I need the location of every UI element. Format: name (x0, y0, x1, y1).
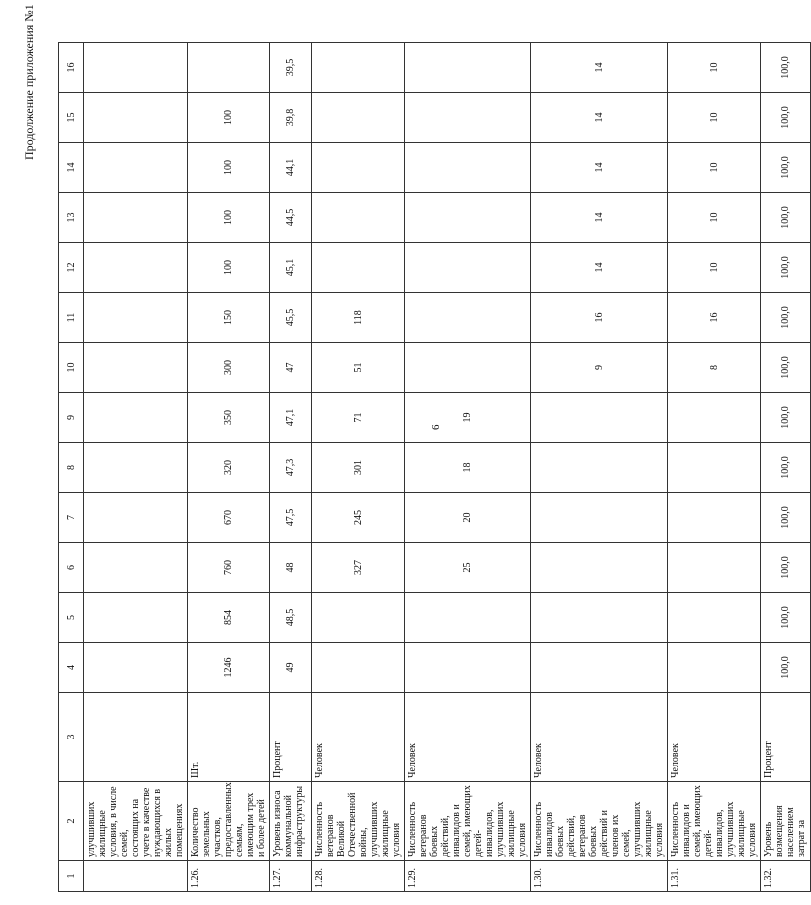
header-cell: 4 (59, 643, 84, 693)
value-cell: 100 (188, 193, 270, 243)
value-cell: 100,0 (761, 293, 811, 343)
indicators-table (58, 42, 811, 892)
value-cell (405, 93, 531, 143)
value-cell: 18 (405, 443, 531, 493)
value-cell (84, 243, 188, 293)
unit: Шт. (188, 693, 270, 782)
row-number: 1.31. (668, 861, 761, 892)
header-cell: 15 (59, 93, 84, 143)
value-cell: 350 (188, 393, 270, 443)
value-cell (312, 193, 405, 243)
value-cell (84, 643, 188, 693)
value-cell (312, 43, 405, 93)
value-cell (405, 343, 531, 393)
header-cell: 3 (59, 693, 84, 782)
unit: Человек (531, 693, 668, 782)
value-cell: 10 (668, 243, 761, 293)
value-cell (668, 643, 761, 693)
value-cell: 44,1 (270, 143, 312, 193)
value-cell (531, 593, 668, 643)
header-cell: 11 (59, 293, 84, 343)
value-cell (188, 43, 270, 93)
table-row (84, 43, 188, 892)
value-cell: 10 (668, 193, 761, 243)
page-number: 6 (430, 424, 442, 430)
value-cell (668, 493, 761, 543)
value-cell: 301 (312, 443, 405, 493)
appendix-label: Продолжение приложения №1 (22, 4, 36, 160)
table-row (405, 43, 531, 892)
value-cell (668, 543, 761, 593)
value-cell (405, 243, 531, 293)
value-cell: 44,5 (270, 193, 312, 243)
table-row (270, 43, 312, 892)
value-cell: 10 (668, 43, 761, 93)
value-cell: 854 (188, 593, 270, 643)
value-cell: 245 (312, 493, 405, 543)
value-cell: 14 (531, 193, 668, 243)
unit (84, 693, 188, 782)
value-cell (84, 343, 188, 393)
row-number: 1.32. (761, 861, 811, 892)
value-cell (84, 493, 188, 543)
value-cell: 45,5 (270, 293, 312, 343)
table-row (531, 43, 668, 892)
value-cell (531, 543, 668, 593)
header-cell: 6 (59, 543, 84, 593)
table-row (668, 43, 761, 892)
value-cell (531, 493, 668, 543)
value-cell (84, 443, 188, 493)
value-cell: 48,5 (270, 593, 312, 643)
header-cell: 14 (59, 143, 84, 193)
header-row (59, 43, 84, 892)
header-cell: 10 (59, 343, 84, 393)
value-cell: 100,0 (761, 443, 811, 493)
header-cell: 16 (59, 43, 84, 93)
unit: Человек (405, 693, 531, 782)
value-cell: 16 (668, 293, 761, 343)
value-cell: 100,0 (761, 493, 811, 543)
value-cell (531, 393, 668, 443)
table-row (761, 43, 811, 892)
value-cell: 47,3 (270, 443, 312, 493)
value-cell: 100,0 (761, 193, 811, 243)
header-cell: 7 (59, 493, 84, 543)
value-cell (405, 43, 531, 93)
value-cell: 39,8 (270, 93, 312, 143)
header-cell: 5 (59, 593, 84, 643)
value-cell: 100,0 (761, 543, 811, 593)
row-number: 1.28. (312, 861, 405, 892)
value-cell: 71 (312, 393, 405, 443)
value-cell (84, 93, 188, 143)
value-cell: 48 (270, 543, 312, 593)
header-cell: 13 (59, 193, 84, 243)
indicator-name: Уровень возмещения населением затрат за (761, 782, 811, 861)
value-cell (668, 393, 761, 443)
table-row (312, 43, 405, 892)
header-cell: 1 (59, 861, 84, 892)
value-cell: 14 (531, 43, 668, 93)
value-cell: 100,0 (761, 143, 811, 193)
value-cell: 47 (270, 343, 312, 393)
row-number: 1.30. (531, 861, 668, 892)
value-cell (84, 293, 188, 343)
value-cell: 100,0 (761, 43, 811, 93)
value-cell (668, 443, 761, 493)
value-cell (84, 143, 188, 193)
value-cell (405, 643, 531, 693)
value-cell (312, 93, 405, 143)
indicator-name: Уровень износа коммунальной инфраструктуры (270, 782, 312, 861)
unit: Человек (668, 693, 761, 782)
header-cell: 8 (59, 443, 84, 493)
value-cell (312, 243, 405, 293)
indicator-name: Численность инвалидов и семей, имеющих детей-инвалидов, улучшивших жилищные условия (668, 782, 761, 861)
unit: Процент (270, 693, 312, 782)
value-cell (84, 543, 188, 593)
value-cell: 16 (531, 293, 668, 343)
unit: Процент (761, 693, 811, 782)
value-cell: 45,1 (270, 243, 312, 293)
value-cell: 100,0 (761, 93, 811, 143)
header-cell: 2 (59, 782, 84, 861)
table-row (188, 43, 270, 892)
value-cell: 100 (188, 243, 270, 293)
value-cell: 300 (188, 343, 270, 393)
value-cell: 14 (531, 93, 668, 143)
value-cell: 10 (668, 93, 761, 143)
value-cell: 100,0 (761, 243, 811, 293)
value-cell: 9 (531, 343, 668, 393)
header-cell: 12 (59, 243, 84, 293)
row-number: 1.29. (405, 861, 531, 892)
value-cell: 47,5 (270, 493, 312, 543)
value-cell: 8 (668, 343, 761, 393)
table-wrap (58, 42, 807, 892)
value-cell: 14 (531, 243, 668, 293)
value-cell: 760 (188, 543, 270, 593)
value-cell (668, 593, 761, 643)
value-cell: 39,5 (270, 43, 312, 93)
unit: Человек (312, 693, 405, 782)
value-cell: 49 (270, 643, 312, 693)
value-cell: 100,0 (761, 343, 811, 393)
value-cell (84, 193, 188, 243)
value-cell: 670 (188, 493, 270, 543)
value-cell (312, 643, 405, 693)
value-cell: 25 (405, 543, 531, 593)
indicator-name: Численность ветеранов боевых действий, инвалидов и семей, имеющих детей-инвалидов, улучшивших жилищные условия (405, 782, 531, 861)
value-cell: 1246 (188, 643, 270, 693)
indicator-name: Количество земельных участков, предоставленных семьям, имеющим трех и более детей (188, 782, 270, 861)
value-cell: 51 (312, 343, 405, 393)
value-cell: 100,0 (761, 393, 811, 443)
header-cell: 9 (59, 393, 84, 443)
value-cell (531, 643, 668, 693)
value-cell: 14 (531, 143, 668, 193)
rotated-table-container (58, 42, 807, 892)
value-cell (84, 593, 188, 643)
value-cell (312, 143, 405, 193)
value-cell: 100,0 (761, 643, 811, 693)
value-cell: 100 (188, 93, 270, 143)
row-number: 1.27. (270, 861, 312, 892)
value-cell (531, 443, 668, 493)
value-cell: 100,0 (761, 593, 811, 643)
value-cell: 118 (312, 293, 405, 343)
value-cell: 150 (188, 293, 270, 343)
value-cell (405, 593, 531, 643)
row-number: 1.26. (188, 861, 270, 892)
value-cell: 19 (405, 393, 531, 443)
indicator-name: Численность инвалидов боевых действий, ветеранов боевых действий и членов их семей, улучшивших жилищные условия (531, 782, 668, 861)
value-cell: 10 (668, 143, 761, 193)
value-cell: 100 (188, 143, 270, 193)
value-cell (84, 43, 188, 93)
value-cell: 320 (188, 443, 270, 493)
indicator-name: Численность ветеранов Великой Отечественной войны, улучшивших жилищные условия (312, 782, 405, 861)
value-cell (84, 393, 188, 443)
value-cell (405, 293, 531, 343)
value-cell: 20 (405, 493, 531, 543)
value-cell: 47,1 (270, 393, 312, 443)
value-cell (405, 143, 531, 193)
value-cell: 327 (312, 543, 405, 593)
value-cell (405, 193, 531, 243)
value-cell (312, 593, 405, 643)
row-number (84, 861, 188, 892)
indicator-name: улучшивших жилищные условия, в числе семей, состоящих на учете в качестве нуждающихся в жилых помещениях (84, 782, 188, 861)
